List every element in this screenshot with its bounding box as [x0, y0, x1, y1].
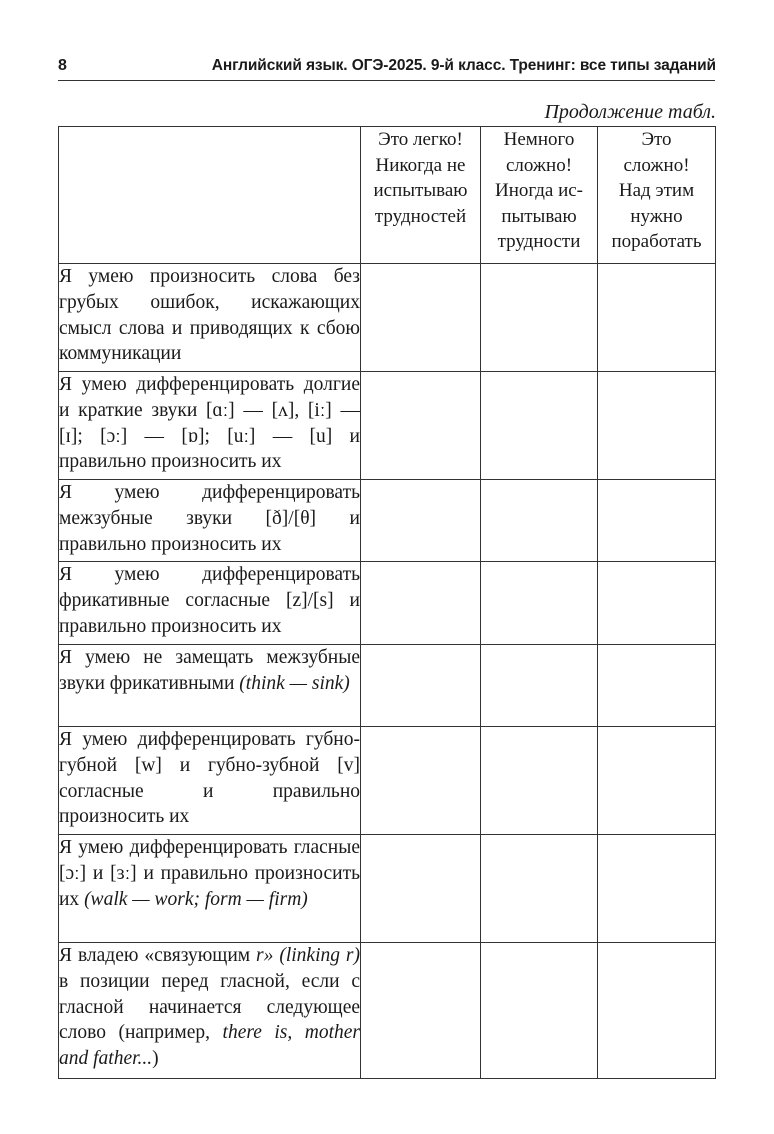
checkbox-cell-easy[interactable]: [361, 264, 481, 372]
checkbox-cell-hard[interactable]: [598, 372, 716, 480]
statement-cell: Я умею дифференцировать долгие и краткие звуки [ɑː] — [ʌ], [iː] — [ɪ]; [ɔː] — [ɒ]; [uː] — [u] и правильно произносить их: [59, 372, 361, 480]
checkbox-cell-hard[interactable]: [598, 727, 716, 835]
page-number: 8: [58, 57, 67, 74]
table-row: [59, 480, 716, 562]
table-row: [59, 372, 716, 480]
statement-text: ): [152, 1048, 159, 1070]
header-cell-somewhat-hard: [481, 127, 598, 264]
table-row: [59, 835, 716, 943]
header-somewhat-line: трудности: [497, 231, 581, 252]
checkbox-cell-somewhat-hard[interactable]: [481, 480, 598, 562]
header-easy-line: испытываю: [373, 180, 468, 201]
checkbox-cell-easy[interactable]: [361, 480, 481, 562]
continuation-note: Продолжение табл.: [544, 101, 716, 123]
statement-cell: Я умею дифференцировать губно-губной [w] и губно-зубной [v] согласные и правильно произносить их: [59, 727, 361, 835]
statement-text: Я умею дифференцировать гласные [ɔː] и [ɜː] и правильно произносить их: [59, 837, 360, 910]
statement-cell: Я умею произносить слова без грубых ошибок, искажающих смысл слова и приводящих к сбою коммуникации: [59, 264, 361, 372]
table-header-row: [59, 127, 716, 264]
checkbox-cell-somewhat-hard[interactable]: [481, 727, 598, 835]
checkbox-cell-hard[interactable]: [598, 264, 716, 372]
checkbox-cell-easy[interactable]: [361, 943, 481, 1079]
statement-term: r»: [256, 945, 274, 966]
header-somewhat-line: Немного: [503, 129, 575, 150]
checkbox-cell-hard[interactable]: [598, 943, 716, 1079]
checkbox-cell-somewhat-hard[interactable]: [481, 943, 598, 1079]
statement-text: Я владею «связующим: [59, 945, 257, 966]
header-easy-line: Это легко!: [378, 129, 463, 150]
header-hard-line: Это: [641, 129, 672, 150]
header-cell-easy: [361, 127, 481, 264]
checkbox-cell-somewhat-hard[interactable]: [481, 835, 598, 943]
checkbox-cell-hard[interactable]: [598, 562, 716, 645]
header-hard-line: поработать: [611, 231, 702, 252]
statement-cell: [59, 943, 361, 1079]
header-rule: [58, 80, 715, 81]
checkbox-cell-hard[interactable]: [598, 645, 716, 727]
statement-cell: [59, 645, 361, 727]
running-title: Английский язык. ОГЭ-2025. 9-й класс. Тренинг: все типы заданий: [211, 57, 716, 74]
table-row: [59, 727, 716, 835]
header-hard-line: нужно: [630, 205, 683, 227]
table-row: [59, 562, 716, 645]
header-somewhat-line: Иногда ис-: [494, 180, 583, 201]
header-easy-line: трудностей: [374, 205, 467, 227]
table-row: [59, 645, 716, 727]
statement-cell: Я умею дифференцировать фрикативные согласные [z]/[s] и правильно произносить их: [59, 562, 361, 645]
statement-example: (think — sink): [239, 672, 350, 694]
header-cell-hard: [598, 127, 716, 264]
statement-cell: [59, 835, 361, 943]
header-easy-line: Никогда не: [375, 154, 466, 176]
statement-term-gloss: (linking r): [279, 945, 361, 966]
checkbox-cell-somewhat-hard[interactable]: [481, 645, 598, 727]
header-somewhat-line: пытываю: [501, 205, 577, 227]
checkbox-cell-hard[interactable]: [598, 480, 716, 562]
statement-example: there is, mother and father...: [59, 1022, 360, 1070]
header-hard-line: Над этим: [618, 180, 695, 201]
table-row: [59, 264, 716, 372]
header-hard-line: сложно!: [623, 154, 690, 176]
checkbox-cell-easy[interactable]: [361, 835, 481, 943]
checkbox-cell-hard[interactable]: [598, 835, 716, 943]
statement-example: (walk — work; form — firm): [84, 888, 308, 910]
checkbox-cell-somewhat-hard[interactable]: [481, 264, 598, 372]
statement-text: Я умею не замещать межзубные звуки фрикативными: [59, 647, 360, 694]
checkbox-cell-somewhat-hard[interactable]: [481, 372, 598, 480]
checkbox-cell-easy[interactable]: [361, 372, 481, 480]
checkbox-cell-easy[interactable]: [361, 645, 481, 727]
header-somewhat-line: сложно!: [505, 154, 573, 176]
statement-cell: Я умею дифференцировать межзубные звуки [ð]/[θ] и правильно произносить их: [59, 480, 361, 562]
self-assessment-table: [58, 126, 716, 1079]
statement-text: в позиции перед гласной, если с гласной начинается следующее слово (например,: [59, 970, 360, 1044]
header-cell-statement: [59, 127, 361, 264]
checkbox-cell-somewhat-hard[interactable]: [481, 562, 598, 645]
table-row: [59, 943, 716, 1079]
checkbox-cell-easy[interactable]: [361, 727, 481, 835]
checkbox-cell-easy[interactable]: [361, 562, 481, 645]
